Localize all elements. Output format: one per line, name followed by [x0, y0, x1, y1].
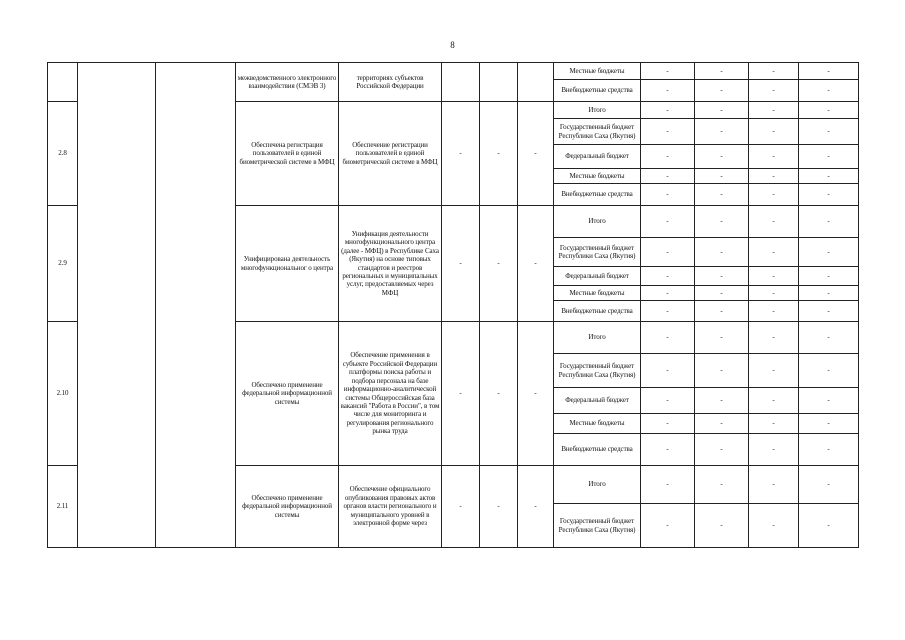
amount-cell: - [749, 169, 799, 184]
amount-cell: - [799, 145, 859, 169]
result-description: Обеспечено применение федеральной информационной системы [236, 322, 339, 466]
task-cell [78, 63, 156, 548]
amount-cell: - [695, 301, 749, 322]
date-end-cell: - [480, 206, 518, 322]
measure-group-cell [156, 63, 236, 548]
funding-source: Итого [554, 322, 641, 354]
amount-cell: - [749, 354, 799, 388]
responsible-cell [518, 63, 554, 102]
funding-source: Государственный бюджет Республики Саха (Якутия) [554, 504, 641, 548]
amount-cell: - [641, 388, 695, 414]
funding-source: Государственный бюджет Республики Саха (Якутия) [554, 354, 641, 388]
section-number: 2.9 [48, 206, 78, 322]
amount-cell: - [695, 63, 749, 80]
measure-description: территориях субъектов Российской Федерации [339, 63, 442, 102]
amount-cell: - [641, 322, 695, 354]
amount-cell: - [799, 388, 859, 414]
amount-cell: - [749, 434, 799, 466]
amount-cell: - [799, 354, 859, 388]
amount-cell: - [641, 466, 695, 504]
amount-cell: - [641, 145, 695, 169]
amount-cell: - [695, 388, 749, 414]
responsible-cell: - [518, 206, 554, 322]
date-start-cell [442, 63, 480, 102]
amount-cell: - [749, 504, 799, 548]
amount-cell: - [749, 145, 799, 169]
funding-source: Итого [554, 466, 641, 504]
amount-cell: - [749, 466, 799, 504]
funding-source: Местные бюджеты [554, 286, 641, 301]
date-start-cell: - [442, 206, 480, 322]
amount-cell: - [749, 414, 799, 434]
date-end-cell: - [480, 322, 518, 466]
amount-cell: - [695, 238, 749, 267]
date-start-cell: - [442, 322, 480, 466]
section-number: 2.11 [48, 466, 78, 548]
funding-source: Федеральный бюджет [554, 388, 641, 414]
page-number: 8 [450, 40, 455, 50]
amount-cell: - [749, 238, 799, 267]
funding-source: Внебюджетные средства [554, 184, 641, 206]
measure-description: Обеспечение регистрации пользователей в единой биометрической системе в МФЦ [339, 102, 442, 206]
date-end-cell [480, 63, 518, 102]
amount-cell: - [641, 434, 695, 466]
amount-cell: - [695, 434, 749, 466]
amount-cell: - [799, 184, 859, 206]
date-start-cell: - [442, 102, 480, 206]
amount-cell: - [799, 414, 859, 434]
budget-table [47, 62, 859, 548]
amount-cell: - [695, 145, 749, 169]
amount-cell: - [695, 322, 749, 354]
amount-cell: - [799, 301, 859, 322]
amount-cell: - [641, 301, 695, 322]
date-start-cell: - [442, 466, 480, 548]
date-end-cell: - [480, 466, 518, 548]
responsible-cell: - [518, 102, 554, 206]
amount-cell: - [695, 466, 749, 504]
amount-cell: - [695, 102, 749, 119]
result-description: межведомственного электронного взаимодействия (СМЭВ 3) [236, 63, 339, 102]
section-number: 2.10 [48, 322, 78, 466]
amount-cell: - [799, 63, 859, 80]
amount-cell: - [799, 504, 859, 548]
amount-cell: - [749, 63, 799, 80]
amount-cell: - [641, 504, 695, 548]
measure-description: Обеспечение официального опубликования правовых актов органов власти регионального и муниципального уровней в электронной форме через [339, 466, 442, 548]
amount-cell: - [799, 466, 859, 504]
amount-cell: - [641, 286, 695, 301]
amount-cell: - [641, 119, 695, 145]
funding-source: Местные бюджеты [554, 63, 641, 80]
amount-cell: - [695, 267, 749, 286]
amount-cell: - [695, 354, 749, 388]
amount-cell: - [799, 434, 859, 466]
funding-source: Внебюджетные средства [554, 434, 641, 466]
result-description: Обеспечена регистрация пользователей в единой биометрической системе в МФЦ [236, 102, 339, 206]
amount-cell: - [749, 322, 799, 354]
responsible-cell: - [518, 322, 554, 466]
amount-cell: - [749, 206, 799, 238]
amount-cell: - [749, 184, 799, 206]
amount-cell: - [749, 286, 799, 301]
funding-source: Государственный бюджет Республики Саха (Якутия) [554, 119, 641, 145]
funding-source: Итого [554, 102, 641, 119]
date-end-cell: - [480, 102, 518, 206]
amount-cell: - [749, 80, 799, 102]
amount-cell: - [641, 63, 695, 80]
amount-cell: - [641, 238, 695, 267]
amount-cell: - [799, 238, 859, 267]
amount-cell: - [641, 169, 695, 184]
amount-cell: - [749, 267, 799, 286]
funding-source: Федеральный бюджет [554, 145, 641, 169]
amount-cell: - [799, 322, 859, 354]
result-description: Обеспечено применение федеральной информационной системы [236, 466, 339, 548]
amount-cell: - [641, 206, 695, 238]
funding-source: Итого [554, 206, 641, 238]
funding-source: Государственный бюджет Республики Саха (Якутия) [554, 238, 641, 267]
amount-cell: - [749, 301, 799, 322]
amount-cell: - [749, 388, 799, 414]
amount-cell: - [695, 414, 749, 434]
section-number [48, 63, 78, 102]
amount-cell: - [799, 286, 859, 301]
amount-cell: - [641, 80, 695, 102]
amount-cell: - [695, 169, 749, 184]
table-body [48, 63, 859, 548]
responsible-cell: - [518, 466, 554, 548]
amount-cell: - [641, 184, 695, 206]
amount-cell: - [695, 286, 749, 301]
table-row [48, 63, 859, 80]
amount-cell: - [641, 102, 695, 119]
funding-source: Внебюджетные средства [554, 80, 641, 102]
amount-cell: - [695, 504, 749, 548]
amount-cell: - [695, 206, 749, 238]
measure-description: Унификация деятельности многофункционального центра (далее - МФЦ) в Республике Саха (Якутия) на основе типовых стандартов и реестров региональных и муниципальных услуг, предоставляемых через МФЦ [339, 206, 442, 322]
amount-cell: - [695, 184, 749, 206]
amount-cell: - [799, 267, 859, 286]
amount-cell: - [641, 267, 695, 286]
funding-source: Внебюджетные средства [554, 301, 641, 322]
amount-cell: - [749, 119, 799, 145]
amount-cell: - [799, 206, 859, 238]
amount-cell: - [641, 414, 695, 434]
amount-cell: - [799, 169, 859, 184]
result-description: Унифицирована деятельность многофункциональног о центра [236, 206, 339, 322]
amount-cell: - [799, 119, 859, 145]
amount-cell: - [799, 80, 859, 102]
amount-cell: - [799, 102, 859, 119]
amount-cell: - [749, 102, 799, 119]
amount-cell: - [695, 119, 749, 145]
funding-source: Местные бюджеты [554, 169, 641, 184]
measure-description: Обеспечение применения в субъекте Российской Федерации платформы поиска работы и подбора персонала на базе информационно-аналитической системы Общероссийская база вакансий "Работа в России", в том числе для мониторинга и регулирования регионального рынка труда [339, 322, 442, 466]
funding-source: Местные бюджеты [554, 414, 641, 434]
amount-cell: - [695, 80, 749, 102]
amount-cell: - [641, 354, 695, 388]
section-number: 2.8 [48, 102, 78, 206]
funding-source: Федеральный бюджет [554, 267, 641, 286]
